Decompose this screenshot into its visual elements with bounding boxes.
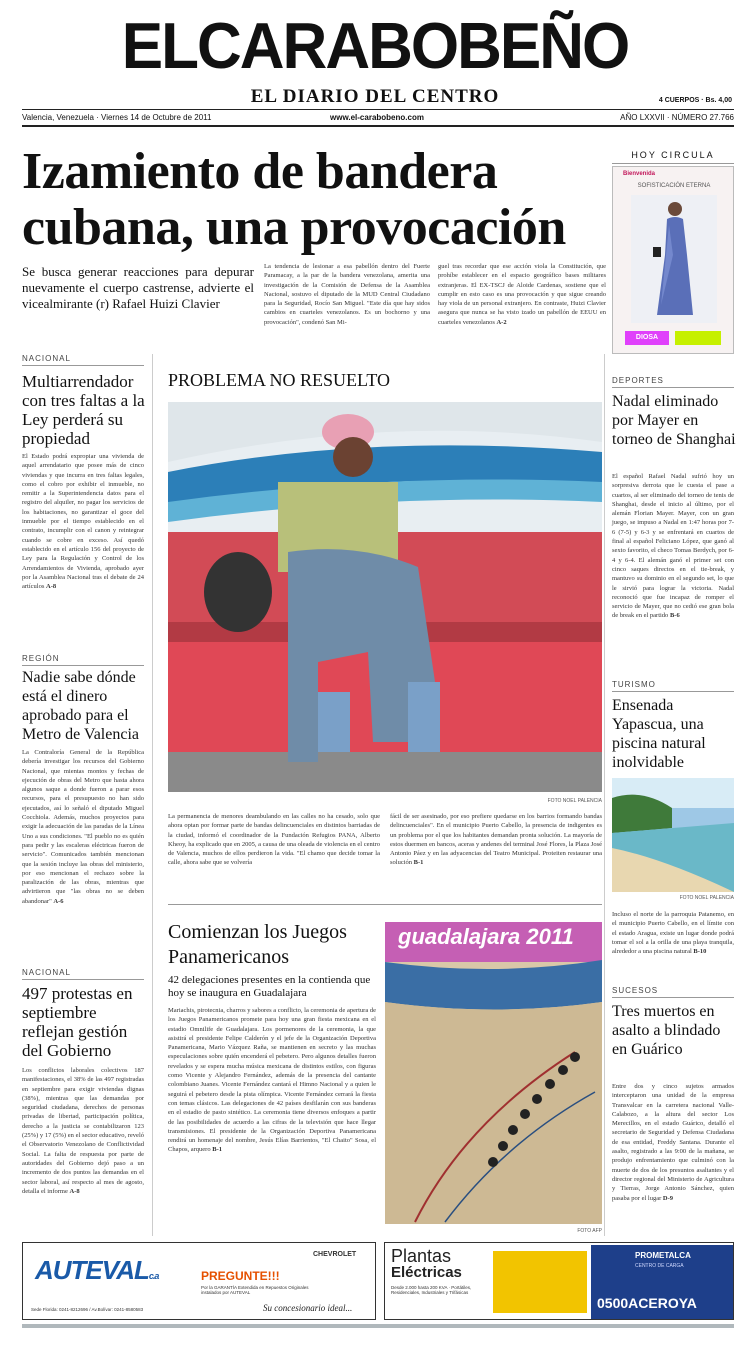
lead-headline-line2: cubana, una provocación	[22, 199, 566, 256]
ad-title-2: Eléctricas	[391, 1264, 462, 1281]
ad-title-1: Plantas	[391, 1246, 452, 1266]
chevrolet-logo: CHEVROLET	[313, 1251, 357, 1258]
story-body: Entre dos y cinco sujetos armados interceptaron una unidad de la empresa Transvalcar en la carretera nacional Valle-Calabozo, a la altura del sector Los Merecillos, en el estado Guárico, detalló el secretario de Seguridad y Defensa Ciudadana de esa entidad, Freddy Santana. Durante el asalto, registrado a las 9:00 de la mañana, se produjo enfrentamiento que culminó con la muerte de dos de los presuntos asaltantes y el director regional del Ministerio de Agricultura y Tierras, Jorge Antonio Sánchez, quien pasaba por el lugar D-9	[612, 1083, 734, 1202]
price-label: 4 CUERPOS · Bs. 4,00	[658, 97, 732, 104]
lead-headline-line1: Izamiento de bandera	[22, 143, 498, 200]
issue-number: AÑO LXXVII · NÚMERO 27.766	[620, 113, 734, 122]
story-body: El español Rafael Nadal sufrió hoy un sorpresiva derrota que le cuesta el pase a cuartos, al ser eliminado del torneo de tenis de Shanghai, desde el inicio al último, por el alemán Florian Mayer. Mayer, con un gran juego, se impuso a Nadal en 1:47 horas por 7-6 (7-5) y 6-3 y se enfrentará en cuartos de final al español Feliciano López, que ganó al sexto favorito, el checo Tomas Berdych, por 6-4 y 6-4. El alemán ganó el primer set con cinco saques directos en el tie-break, y mantuvo su dominio en el segundo set, lo que le sirvió para lograr la victoria. Nadal reconoció que fue incapaz de romper el servicio de Mayer, que no cedió ese gran bola de break en el partido B-6	[612, 473, 734, 620]
column-rule	[152, 354, 153, 1236]
section-region: REGIÓN	[22, 654, 144, 666]
photo-street-child	[168, 402, 602, 792]
ad-sub: CENTRO DE CARGA	[635, 1263, 684, 1269]
pan-deck: 42 delegaciones presentes en la contienda que hoy se inaugura en Guadalajara	[168, 974, 371, 999]
photo-story-col-2: fácil de ser asesinado, por eso prefiere quedarse en los barrios formando bandas delincuenciales". En el municipio Puerto Cabello, la presencia de indigentes es un problema por el que los habitantes demandan pronta solución. La mayoría de estos duermen en bancos, aceras y andenes del terminal José Flores, la Plaza José Antonio Páez y en las adyacencias del Teatro Municipal. Proteiten restaurar una solución B-1	[390, 813, 602, 867]
ad-ask-sub: Por la GARANTÍA Extendida en Repuestos Originales instalados por AUTEVAL	[201, 1285, 309, 1295]
dateline: Valencia, Venezuela · Viernes 14 de Octubre de 2011	[22, 113, 212, 122]
pan-body: Mariachis, pirotecnia, charros y sabores a conflicto, la ceremonia de apertura de los Juegos Panamericanos promete para hoy una gran fiesta mexicana en el estadio Omnilife de Guadalajara. Los pormenores de la ceremonia, la que asistirá el presidente Felipe Calderón y el jefe de la Organización Deportiva Panamericana, Mario Vázquez Raña, se mantienen en secreto y las muchas especulaciones sobre quién encenderá el pebetero. Pero algunos detalles fueron revelados y se espera mucha música mexicana de distintos estilos, con figuras como Vicente y Alejandro Fernández, además de la presencia del cantante colombiano Juanes. Vicente Fernández cantará el Himno Nacional y a quien le seguirá el pebetero desde la pista olímpica. Vicente Fernández cerrará la fiesta con temas clásicos. Las delegaciones de 42 países desfilarán con sus banderas en el estadio de pasto sintético. La ceremonia tiene diversos enfoques a partir de las posibilidades de acuerdo a las cifras de la televisión que hace llegar transmisiones. El presidente de la Organización Deportiva Panamericana rendirá un homenaje del nombre, Jesús Elías Barrientos, "El Chaito" Sosa, el Chapos, arquero B-1	[168, 1007, 376, 1154]
ad-prometalca-block	[591, 1245, 733, 1319]
story-body: Incluso el norte de la parroquia Patanemo, en el municipio Puerto Cabello, en el límite con el estado Aragua, existe un lugar donde podrá tomar el sol a la orilla de una playa tranquila, alrededor a una piscina natural B-10	[612, 911, 734, 956]
divider	[168, 904, 602, 905]
mag-tag: DIOSA	[625, 331, 669, 345]
lead-col-2: guel tras recordar que ese acción viola la Constitución, que prohíbe establecer en el espacio geográfico bases militares extranjeras. El EX-TSCJ de Aloide Cardenas, sostiene que el cumplir en esto caso es una provocación y que sigue creando hay viola de un personal extranjero. En contraste, Huizi Clavier asegura que nunca se ha visto izado un pabellón de EEUU en cuarteles venezolanos A-2	[438, 263, 606, 326]
photo-cycling-track	[385, 922, 602, 1224]
mag-title: SOFISTICACIÓN ETERNA	[637, 183, 711, 189]
photo-credit: FOTO NOEL PALENCIA	[547, 798, 602, 804]
lead-col-1: La tendencia de lesionar a esa pabellón dentro del Fuerte Paramacay, a la par de la bandera venezolana, amerita una investigación de la Comisión de Defensa de la Asamblea Nacional, sostuvo el diputado de la MUD Central Ciudadano para la Seguridad, Rocío San Miguel. "Este día que hay sidos cambios en cuarteles venezolanos. Es un bochorno y una provocación", condenó San Mi-	[264, 263, 430, 326]
story-headline[interactable]: Ensenada Yapascua, una piscina natural inolvidable	[612, 697, 706, 771]
ad-small: Desde 2.000 hasta 200 KVA · Portátiles, Residenciales, Industriales y Trifásicas	[391, 1285, 472, 1295]
ad-auteval[interactable]	[22, 1242, 376, 1320]
section-deportes: DEPORTES	[612, 376, 734, 388]
photo-credit: FOTO NOEL PALENCIA	[679, 895, 734, 901]
lead-headline[interactable]	[22, 143, 612, 256]
column-rule	[604, 354, 605, 1236]
section-nacional: NACIONAL	[22, 354, 144, 366]
generator-image	[493, 1251, 587, 1313]
section-sucesos: SUCESOS	[612, 986, 734, 998]
story-headline[interactable]: Tres muertos en asalto a blindado en Guárico	[612, 1003, 721, 1058]
pan-banner: guadalajara 2011	[398, 924, 574, 949]
footer-bar	[22, 1324, 734, 1328]
story-body: El Estado podrá expropiar una vivienda de aquel arrendatario que posee más de cinco viviendas y que incurra en tres faltas legales, como el cobro por exhibir el inmueble, no remitir a la Superintendencia datos para el registro del alquiler, no pagar los servicios de los habitaciones, no garantizar el goce del inmueble por el tiempo establecido en el contrato, incumplir con el canon y reintegrar cuando se cobre en exceso. Así quedó establecido en el artículo 156 del proyecto de Ley para la Regulación y Control de los Arrendamientos de Vivienda, aprobado ayer por la Asamblea Nacional tras el debate de 24 artículos A-8	[22, 453, 144, 591]
ad-ask: PREGUNTE!!!	[201, 1269, 280, 1283]
section-turismo: TURISMO	[612, 680, 734, 692]
divider	[22, 109, 734, 110]
ad-brand: AUTEVALc.a	[35, 1255, 159, 1285]
photo-story-col-1: La permanencia de menores deambulando en las calles no ha cesado, solo que ahora optan por formar parte de bandas delincuenciales en distintos barriadas de la ciudad, informó el coordinador de la Fundación Refugios PANA, Alberto Kheoy, ha explicado que en 2005, a causa de una oleada de violencia en el centro de Valencia, muchos de ellos perdieron la vida. "El chamo que decide tomar la calle, ahora sabe que se volvería	[168, 813, 380, 867]
story-headline[interactable]: Nadie sabe dónde está el dinero aprobado para el Metro de Valencia	[22, 669, 139, 743]
magazine-cover[interactable]	[612, 166, 734, 354]
ad-phone: 0500ACEROYA	[597, 1295, 697, 1311]
section-nacional: NACIONAL	[22, 968, 144, 980]
hoy-circula-label: HOY CIRCULA	[612, 150, 734, 164]
photo-credit: FOTO AFP	[577, 1228, 602, 1234]
story-headline[interactable]: Multiarrendador con tres faltas a la Ley perderá su propiedad	[22, 372, 145, 448]
story-headline[interactable]: 497 protestas en septiembre reflejan gestión del Gobierno	[22, 984, 133, 1060]
site-url[interactable]: www.el-carabobeno.com	[330, 113, 424, 122]
mag-color-block	[675, 331, 721, 345]
ad-phone: Sede Florida: 0241-8212696 / Av.Bolívar: 0241-8580583	[31, 1307, 144, 1312]
lead-deck: Se busca generar reacciones para depurar nuevamente el cuerpo castrense, advierte el vicealmirante (r) Rafael Huizi Clavier	[22, 264, 254, 311]
ad-plantas[interactable]	[384, 1242, 734, 1320]
story-body: Los conflictos laborales colectivos 187 manifestaciones, el 38% de las 497 registradas en septiembre para exigir viviendas dignas (38%), mientras que las demandas por seguridad ciudadana, derechos de personas privadas de libertad, participación política, derecho a la justicia se contabilizaron 123 (25%) y 17 (5%) en el sector educativo, reveló el Observatorio Venezolano de Conflictividad Social. La falta de respuesta por parte de autoridades del Gobierno dejó paso a un incremento de dos puntos las demandas en el sector laboral, así respecto al mes de agosto, detalla el informe A-8	[22, 1067, 144, 1195]
photo-kicker[interactable]: PROBLEMA NO RESUELTO	[168, 370, 391, 390]
model-figure	[631, 195, 717, 323]
divider	[22, 125, 734, 127]
story-body: La Contraloría General de la República debería investigar los recursos del Gobierno Nacional, que mientas montos y fechas de ejecución de obras del Metro que hasta ahora algunos saque a donde fueron a parar esos recursos, para el presupuesto no han sido ejecutados, así lo señaló el diputado Miguel Cocchiola. Además, muchos proyectos para exigir la adecuación de las paradas de la Línea Uno a sus condiciones. "El pueblo no es quién para pedir y las escaleras eléctricas fueron de servicio". Comunicados también mencionan que la sesión incluye las obras del ministerio, por eso mencionan el rechazo sobre la paralización de las obras, mientras que advirtieron que "las obras no se deben abandonar" A-6	[22, 749, 144, 905]
ad-slogan: Su concesionario ideal...	[263, 1303, 353, 1313]
masthead-subtitle: EL DIARIO DEL CENTRO	[250, 86, 500, 107]
photo-beach	[612, 778, 734, 892]
ad-brand: PROMETALCA	[635, 1251, 691, 1260]
pan-headline[interactable]: Comienzan los Juegos Panamericanos	[168, 921, 347, 968]
mag-brand: Bienvenida	[623, 171, 656, 177]
story-headline[interactable]: Nadal eliminado por Mayer en torneo de Shanghai	[612, 393, 736, 448]
masthead-title: ELCARABOBEÑO	[121, 10, 629, 83]
